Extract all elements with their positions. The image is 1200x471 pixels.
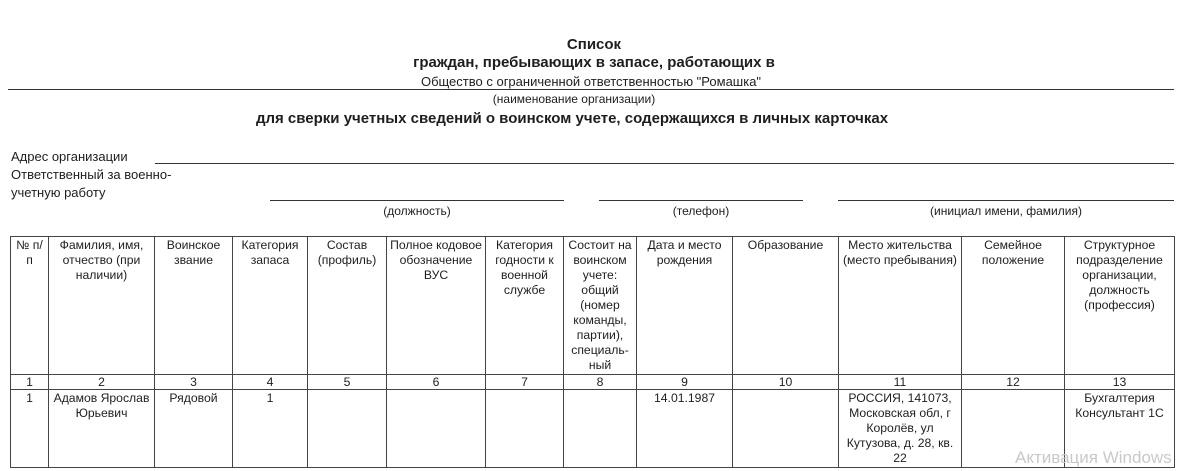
address-label: Адрес организации bbox=[11, 149, 128, 164]
cell-education bbox=[733, 390, 839, 468]
header-cell: Образование bbox=[733, 237, 839, 375]
cell-full-name: Адамов Ярослав Юрьевич bbox=[49, 390, 155, 468]
name-line bbox=[838, 200, 1174, 201]
phone-line bbox=[599, 200, 803, 201]
responsible-label-1: Ответственный за военно- bbox=[11, 167, 172, 182]
column-number: 2 bbox=[49, 375, 155, 390]
column-number: 4 bbox=[233, 375, 308, 390]
header-cell: Категория годности к военной службе bbox=[486, 237, 564, 375]
name-caption: (инициал имени, фамилия) bbox=[930, 204, 1082, 218]
column-number: 1 bbox=[11, 375, 49, 390]
header-cell: Структурное подразделение организации, должность (профессия) bbox=[1065, 237, 1175, 375]
cell-profile bbox=[308, 390, 387, 468]
cell-row-number: 1 bbox=[11, 390, 49, 468]
purpose-line: для сверки учетных сведений о воинском учете, содержащихся в личных карточках bbox=[255, 110, 889, 127]
column-number: 6 bbox=[387, 375, 486, 390]
header-cell: Семейное положение bbox=[962, 237, 1065, 375]
position-caption: (должность) bbox=[383, 204, 451, 218]
header-cell: Категория запаса bbox=[233, 237, 308, 375]
column-number: 11 bbox=[839, 375, 962, 390]
cell-residence: РОССИЯ, 141073, Московская обл, г Королёв, ул Кутузова, д. 28, кв. 22 bbox=[839, 390, 962, 468]
column-number: 12 bbox=[962, 375, 1065, 390]
header-cell: Фамилия, имя, отчество (при наличии) bbox=[49, 237, 155, 375]
header-cell: Полное кодовое обозначение ВУС bbox=[387, 237, 486, 375]
list-title: Список bbox=[566, 36, 622, 53]
header-cell: Состав (профиль) bbox=[308, 237, 387, 375]
column-number: 3 bbox=[155, 375, 233, 390]
header-row bbox=[11, 237, 1175, 375]
phone-caption: (телефон) bbox=[672, 204, 730, 218]
header-cell: Воинское звание bbox=[155, 237, 233, 375]
table-row bbox=[11, 390, 1175, 468]
cell-birth: 14.01.1987 bbox=[637, 390, 733, 468]
column-number: 7 bbox=[486, 375, 564, 390]
column-number: 10 bbox=[733, 375, 839, 390]
column-number: 13 bbox=[1065, 375, 1175, 390]
reserve-list-table bbox=[10, 236, 1175, 468]
organization-caption: (наименование организации) bbox=[492, 92, 656, 106]
header-cell: Состоит на воинском учете: общий (номер команды, партии), специаль-ный bbox=[564, 237, 637, 375]
list-subtitle: граждан, пребывающих в запасе, работающих в bbox=[413, 54, 775, 71]
header-cell: № п/п bbox=[11, 237, 49, 375]
responsible-label-2: учетную работу bbox=[11, 185, 106, 200]
cell-rank: Рядовой bbox=[155, 390, 233, 468]
column-number: 5 bbox=[308, 375, 387, 390]
header-cell: Место жительства (место пребывания) bbox=[839, 237, 962, 375]
cell-department: Бухгалтерия Консультант 1С bbox=[1065, 390, 1175, 468]
organization-underline bbox=[8, 89, 1174, 90]
header-cell: Дата и место рождения bbox=[637, 237, 733, 375]
cell-registration bbox=[564, 390, 637, 468]
cell-fitness-category bbox=[486, 390, 564, 468]
column-number: 9 bbox=[637, 375, 733, 390]
position-line bbox=[270, 200, 564, 201]
column-number-row bbox=[11, 375, 1175, 390]
windows-activation-watermark: Активация Windows bbox=[1015, 448, 1172, 467]
address-line bbox=[155, 163, 1174, 164]
cell-vus-code bbox=[387, 390, 486, 468]
column-number: 8 bbox=[564, 375, 637, 390]
organization-name: Общество с ограниченной ответственностью "Ромашка" bbox=[420, 74, 762, 89]
cell-reserve-category: 1 bbox=[233, 390, 308, 468]
